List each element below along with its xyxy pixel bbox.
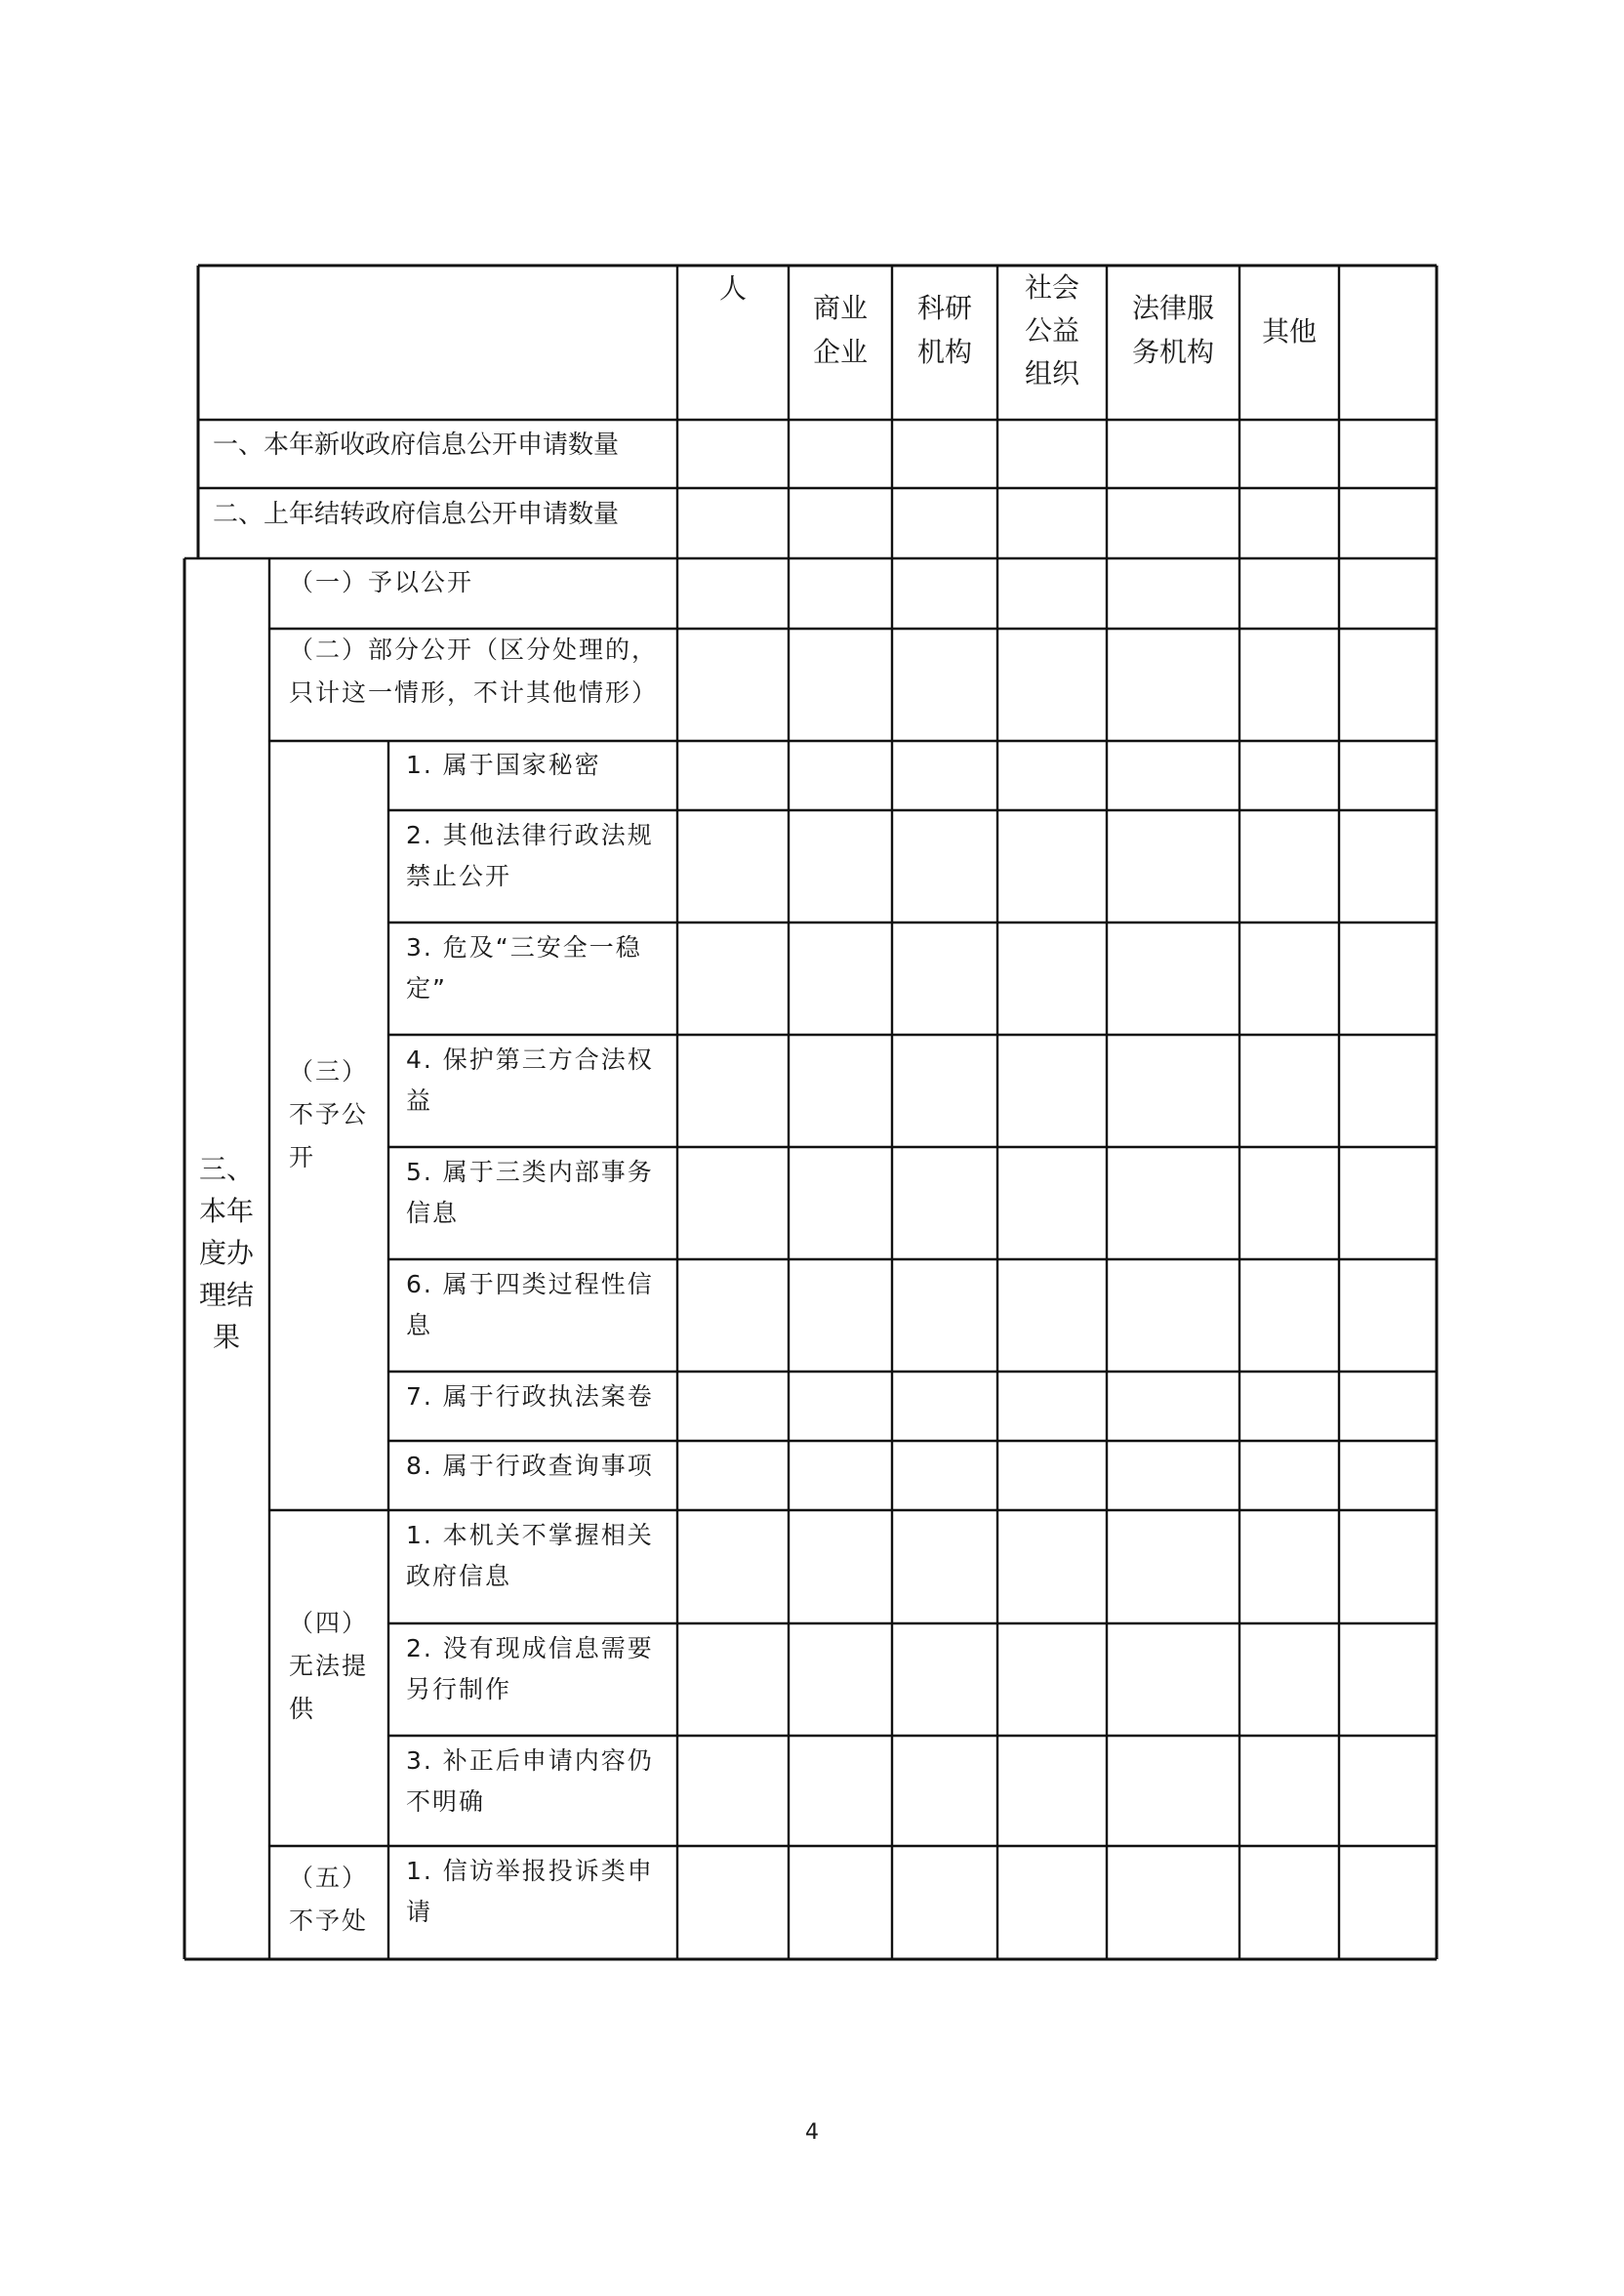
col-header-legal: 法律服 xyxy=(1131,292,1215,324)
row-label-partial: （二）部分公开（区分处理的， xyxy=(289,636,659,664)
col-header-research: 科研 xyxy=(916,292,973,324)
withheld-item-4: 4. 保护第三方合法权 xyxy=(406,1046,654,1074)
withheld-group-label: （三） xyxy=(289,1057,369,1086)
withheld-item-6: 6. 属于四类过程性信 xyxy=(406,1270,654,1298)
results-group-label: 果 xyxy=(212,1321,241,1353)
withheld-item-8: 8. 属于行政查询事项 xyxy=(406,1452,654,1480)
results-group-label: 度办 xyxy=(198,1237,255,1269)
not-processed-item-1: 请 xyxy=(406,1898,433,1926)
col-header-person: 人 xyxy=(718,272,748,305)
col-header-commercial: 企业 xyxy=(812,336,869,368)
withheld-item-5: 5. 属于三类内部事务 xyxy=(406,1158,654,1186)
withheld-item-5: 信息 xyxy=(406,1199,460,1227)
row-labels xyxy=(199,430,658,1935)
row-label-partial: 只计这一情形，不计其他情形） xyxy=(289,678,659,707)
row-label-carried-over: 二、上年结转政府信息公开申请数量 xyxy=(213,500,620,529)
unable-item-1: 政府信息 xyxy=(406,1562,512,1590)
unable-item-3: 不明确 xyxy=(406,1787,486,1816)
withheld-item-3: 3. 危及“三安全一稳 xyxy=(406,933,642,962)
not-processed-item-1: 1. 信访举报投诉类申 xyxy=(406,1857,654,1885)
withheld-item-1: 1. 属于国家秘密 xyxy=(406,751,601,779)
unable-group-label: 无法提 xyxy=(289,1652,369,1680)
withheld-group-label: 开 xyxy=(289,1143,316,1171)
withheld-item-2: 2. 其他法律行政法规 xyxy=(406,821,654,849)
withheld-item-2: 禁止公开 xyxy=(406,862,512,890)
not-processed-group-label: （五） xyxy=(289,1864,369,1892)
col-header-other: 其他 xyxy=(1261,315,1318,348)
withheld-group-label: 不予公 xyxy=(289,1100,369,1128)
col-header-legal: 务机构 xyxy=(1131,336,1215,368)
col-header-research: 机构 xyxy=(916,336,973,368)
column-headers xyxy=(719,271,1317,390)
page-number: 4 xyxy=(805,2120,819,2145)
withheld-item-3: 定” xyxy=(406,974,447,1003)
unable-item-2: 2. 没有现成信息需要 xyxy=(406,1634,654,1662)
row-label-new-requests: 一、本年新收政府信息公开申请数量 xyxy=(213,430,620,460)
withheld-item-4: 益 xyxy=(406,1086,433,1115)
unable-item-2: 另行制作 xyxy=(406,1675,512,1703)
withheld-item-7: 7. 属于行政执法案卷 xyxy=(406,1382,654,1411)
col-header-social: 社会 xyxy=(1024,271,1080,304)
col-header-social: 组织 xyxy=(1024,357,1080,390)
unable-item-1: 1. 本机关不掌握相关 xyxy=(406,1521,654,1549)
unable-group-label: 供 xyxy=(289,1695,316,1723)
unable-group-label: （四） xyxy=(289,1609,369,1637)
col-header-commercial: 商业 xyxy=(812,292,869,324)
results-group-label: 理结 xyxy=(198,1279,255,1311)
col-header-social: 公益 xyxy=(1024,314,1080,347)
results-group-label: 本年 xyxy=(198,1195,255,1227)
withheld-item-6: 息 xyxy=(406,1311,433,1339)
not-processed-group-label: 不予处 xyxy=(289,1906,369,1935)
row-label-disclose: （一）予以公开 xyxy=(289,568,474,596)
unable-item-3: 3. 补正后申请内容仍 xyxy=(406,1746,654,1775)
results-group-label: 三、 xyxy=(198,1153,255,1185)
